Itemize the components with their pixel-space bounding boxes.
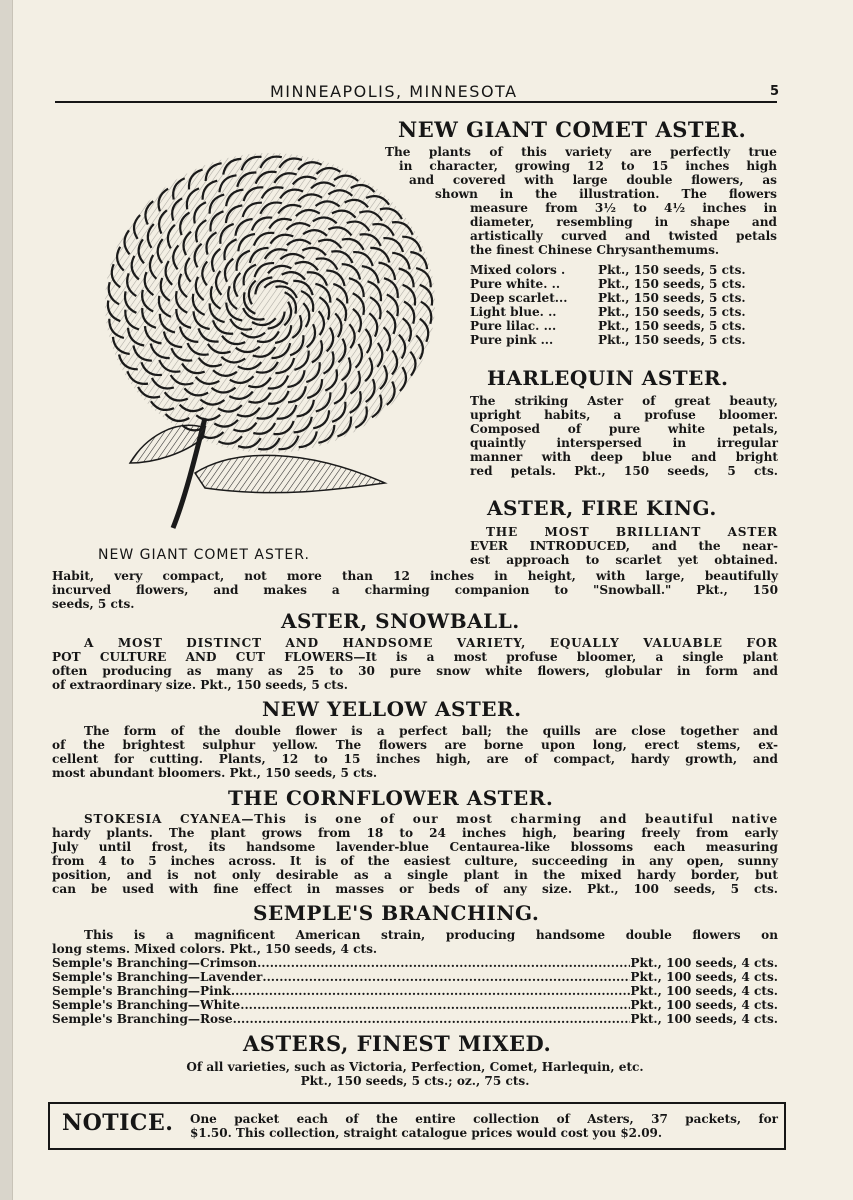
price-row: Pure pink ... Pkt., 150 seeds, 5 cts.: [470, 333, 746, 347]
finest-mixed-line: Of all varieties, such as Victoria, Perfection, Comet, Harlequin, etc.: [186, 1060, 644, 1074]
comet-line: in character, growing 12 to 15 inches high: [399, 159, 777, 173]
finest-mixed-description: [52, 1060, 778, 1088]
fire-king-line: seeds, 5 cts.: [52, 597, 135, 611]
page-number: 5: [770, 84, 780, 99]
fire-king-line: incurved flowers, and makes a charming companion to "Snowball." Pkt., 150: [52, 583, 778, 597]
harlequin-line: red petals. Pkt., 150 seeds, 5 cts.: [470, 464, 778, 478]
price-row: Semple's Branching—Pink ..... Pkt., 100 seeds, 4 cts.: [52, 984, 778, 998]
cornflower-title: THE CORNFLOWER ASTER.: [228, 786, 554, 810]
fire-king-title: ASTER, FIRE KING.: [487, 496, 717, 520]
yellow-line: The form of the double flower is a perfect ball; the quills are close together and: [84, 724, 778, 738]
harlequin-line: The striking Aster of great beauty,: [470, 394, 778, 408]
comet-title: NEW GIANT COMET ASTER.: [398, 117, 747, 142]
notice-line: One packet each of the entire collection of Asters, 37 packets, for: [190, 1112, 778, 1126]
price-row: Semple's Branching—Rose ..... Pkt., 100 seeds, 4 cts.: [52, 1012, 778, 1026]
yellow-title: NEW YELLOW ASTER.: [262, 697, 522, 721]
snowball-line: A MOST DISTINCT AND HANDSOME VARIETY, EQUALLY VALUABLE FOR: [84, 636, 778, 650]
price-row: Pure white. .. Pkt., 150 seeds, 5 cts.: [470, 277, 746, 291]
semple-line: This is a magnificent American strain, producing handsome double flowers on: [84, 928, 778, 942]
harlequin-title: HARLEQUIN ASTER.: [487, 366, 729, 390]
header-rule: [55, 101, 777, 103]
finest-mixed-line: Pkt., 150 seeds, 5 cts.; oz., 75 cts.: [300, 1074, 530, 1088]
yellow-line: cellent for cutting. Plants, 12 to 15 inches high, are of compact, hardy growth, and: [52, 752, 778, 766]
yellow-description: [52, 724, 778, 780]
price-row: Semple's Branching—White ..... Pkt., 100 seeds, 4 cts.: [52, 998, 778, 1012]
harlequin-line: quaintly interspersed in irregular: [470, 436, 778, 450]
illustration-caption: NEW GIANT COMET ASTER.: [98, 547, 310, 563]
price-row: Semple's Branching—Lavender ..... Pkt., 100 seeds, 4 cts.: [52, 970, 778, 984]
comet-line: and covered with large double flowers, as: [409, 173, 777, 187]
fire-king-description: [52, 569, 778, 611]
cornflower-line: position, and is not only desirable as a single plant in the mixed hardy border, but: [52, 868, 778, 882]
finest-mixed-title: ASTERS, FINEST MIXED.: [243, 1031, 552, 1056]
snowball-line: of extraordinary size. Pkt., 150 seeds, 5 cts.: [52, 678, 348, 692]
price-row: Pure lilac. ... Pkt., 150 seeds, 5 cts.: [470, 319, 746, 333]
price-row: Deep scarlet... Pkt., 150 seeds, 5 cts.: [470, 291, 746, 305]
fire-king-line: THE MOST BRILLIANT ASTER: [486, 525, 778, 539]
harlequin-line: manner with deep blue and bright: [470, 450, 778, 464]
semple-description: [52, 928, 778, 956]
notice-label: NOTICE.: [62, 1110, 174, 1136]
cornflower-line: July until frost, its handsome lavender-blue Centaurea-like blossoms each measuring: [52, 840, 778, 854]
semple-price-list: [52, 956, 778, 1026]
fire-king-intro: [470, 525, 778, 567]
notice-box: [48, 1102, 786, 1150]
price-row: Light blue. .. Pkt., 150 seeds, 5 cts.: [470, 305, 746, 319]
yellow-line: of the brightest sulphur yellow. The flowers are borne upon long, erect stems, ex-: [52, 738, 778, 752]
cornflower-line: from 4 to 5 inches across. It is of the easiest culture, succeeding in any open, sunny: [52, 854, 778, 868]
leaf-right: [195, 455, 385, 492]
snowball-description: [52, 636, 778, 692]
notice-text: [190, 1112, 778, 1140]
yellow-line: most abundant bloomers. Pkt., 150 seeds, 5 cts.: [52, 766, 378, 780]
comet-description: [385, 145, 777, 257]
cornflower-description: [52, 812, 778, 896]
running-head: MINNEAPOLIS, MINNESOTA: [270, 82, 518, 101]
comet-line: artistically curved and twisted petals: [470, 229, 777, 243]
fire-king-line: EVER INTRODUCED, and the near-: [470, 539, 778, 553]
comet-line: measure from 3½ to 4½ inches in: [470, 201, 777, 215]
harlequin-line: Composed of pure white petals,: [470, 422, 778, 436]
semple-line: long stems. Mixed colors. Pkt., 150 seeds, 4 cts.: [52, 942, 378, 956]
comet-line: diameter, resembling in shape and: [470, 215, 777, 229]
snowball-line: often producing as many as 25 to 30 pure snow white flowers, globular in form and: [52, 664, 778, 678]
notice-line: $1.50. This collection, straight catalogue prices would cost you $2.09.: [190, 1126, 663, 1140]
harlequin-line: upright habits, a profuse bloomer.: [470, 408, 778, 422]
cornflower-line: can be used with fine effect in masses or beds of any size. Pkt., 100 seeds, 5 cts.: [52, 882, 778, 896]
comet-line: The plants of this variety are perfectly true: [385, 145, 777, 159]
price-row: Semple's Branching—Crimson ..... Pkt., 100 seeds, 4 cts.: [52, 956, 778, 970]
comet-line: the finest Chinese Chrysanthemums.: [470, 243, 720, 257]
price-row: Mixed colors . Pkt., 150 seeds, 5 cts.: [470, 263, 746, 277]
fire-king-line: Habit, very compact, not more than 12 inches in height, with large, beautifully: [52, 569, 778, 583]
comet-line: shown in the illustration. The flowers: [435, 187, 777, 201]
fire-king-line: est approach to scarlet yet obtained.: [470, 553, 778, 567]
snowball-line: POT CULTURE AND CUT FLOWERS—It is a most profuse bloomer, a single plant: [52, 650, 778, 664]
comet-price-list: [470, 263, 778, 347]
harlequin-description: [470, 394, 778, 478]
semple-title: SEMPLE'S BRANCHING.: [253, 901, 540, 925]
cornflower-line: hardy plants. The plant grows from 18 to 24 inches high, bearing freely from early: [52, 826, 778, 840]
cornflower-line: STOKESIA CYANEA—This is one of our most charming and beautiful native: [84, 812, 778, 826]
snowball-title: ASTER, SNOWBALL.: [281, 609, 520, 633]
